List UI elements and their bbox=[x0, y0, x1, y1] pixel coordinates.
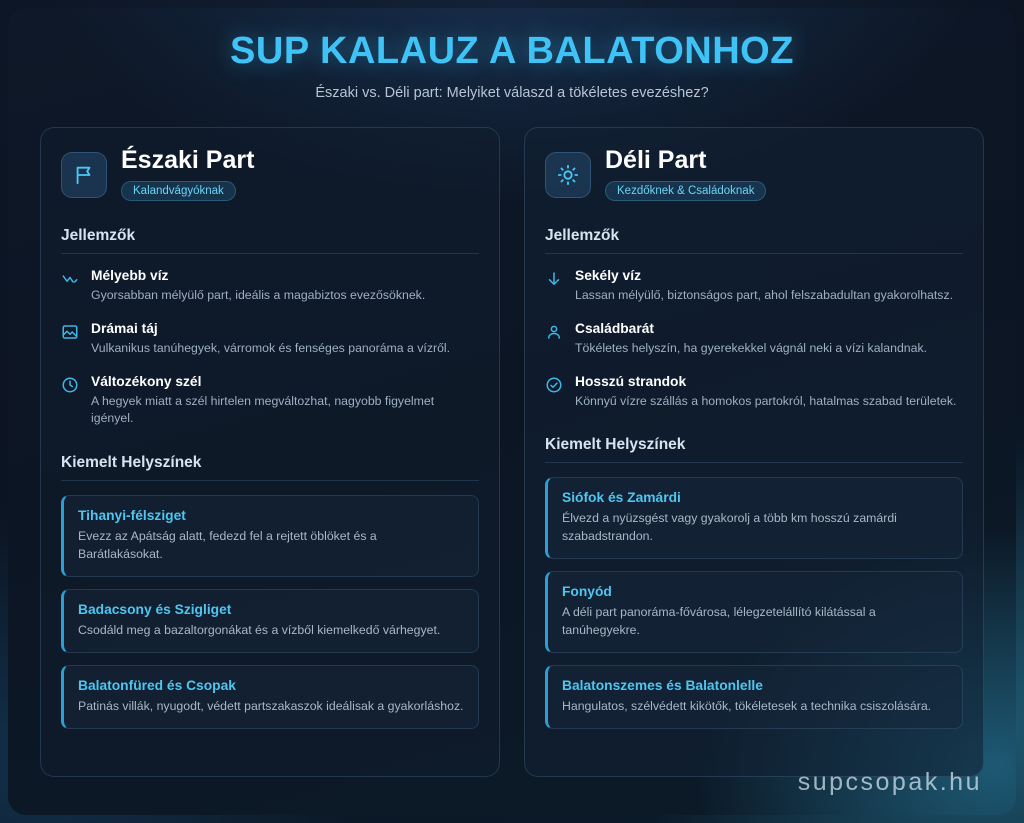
feature-item bbox=[61, 374, 479, 429]
header bbox=[8, 8, 1016, 101]
flag-icon bbox=[61, 152, 107, 198]
place-desc: Patinás villák, nyugodt, védett partszakaszok ideálisak a gyakorláshoz. bbox=[78, 698, 464, 713]
place-card bbox=[545, 665, 963, 729]
place-desc: A déli part panoráma-fővárosa, lélegzetelállító kilátással a tanúhegyekre. bbox=[562, 605, 876, 637]
feature-item bbox=[545, 374, 963, 411]
feature-item bbox=[61, 321, 479, 358]
infographic-panel bbox=[8, 8, 1016, 815]
image-mountain-icon bbox=[61, 323, 79, 341]
south-place-list bbox=[545, 477, 963, 728]
card-south-badge: Kezdőknek & Családoknak bbox=[605, 181, 766, 201]
arrow-down-icon bbox=[545, 270, 563, 288]
place-desc: Élvezd a nyüzsgést vagy gyakorolj a több km hosszú zamárdi szabadstrandon. bbox=[562, 511, 897, 544]
place-card bbox=[61, 589, 479, 653]
north-place-list bbox=[61, 495, 479, 728]
place-card bbox=[61, 665, 479, 729]
place-desc: Evezz az Apátság alatt, fedezd fel a rejtett öblöket és a Barátlakásokat. bbox=[78, 529, 377, 562]
feature-desc: Tökéletes helyszín, ha gyerekekkel vágnál neki a vízi kalandnak. bbox=[575, 340, 928, 355]
feature-desc: A hegyek miatt a szél hirtelen megváltozhat, nagyobb figyelmet igényel. bbox=[91, 393, 435, 426]
place-card bbox=[545, 477, 963, 559]
place-name: Balatonfüred és Csopak bbox=[78, 677, 236, 693]
north-places-heading: Kiemelt Helyszínek bbox=[61, 454, 479, 481]
feature-desc: Könnyű vízre szállás a homokos partokról, hatalmas szabad területek. bbox=[575, 393, 957, 408]
user-icon bbox=[545, 323, 563, 341]
card-south-title: Déli Part bbox=[605, 146, 707, 174]
feature-item bbox=[545, 268, 963, 305]
place-card bbox=[61, 495, 479, 577]
page-title: SUP KALAUZ A BALATONHOZ bbox=[230, 30, 794, 72]
feature-title: Drámai táj bbox=[91, 320, 158, 336]
wave-down-icon bbox=[61, 270, 79, 288]
place-name: Tihanyi-félsziget bbox=[78, 508, 186, 524]
north-feature-list bbox=[61, 268, 479, 428]
south-places-heading: Kiemelt Helyszínek bbox=[545, 436, 963, 463]
feature-desc: Lassan mélyülő, biztonságos part, ahol felszabadultan gyakorolhatsz. bbox=[575, 288, 954, 302]
card-north-header bbox=[61, 148, 479, 201]
feature-title: Változékony szél bbox=[91, 373, 202, 389]
card-south-header bbox=[545, 148, 963, 201]
place-name: Badacsony és Szigliget bbox=[78, 601, 232, 617]
feature-title: Hosszú strandok bbox=[575, 373, 687, 389]
place-name: Balatonszemes és Balatonlelle bbox=[562, 677, 763, 693]
check-circle-icon bbox=[545, 376, 563, 394]
comparison-columns bbox=[8, 101, 1016, 777]
feature-title: Családbarát bbox=[575, 320, 654, 336]
place-name: Siófok és Zamárdi bbox=[562, 490, 681, 506]
feature-title: Sekély víz bbox=[575, 268, 641, 283]
feature-item bbox=[545, 321, 963, 358]
feature-title: Mélyebb víz bbox=[91, 268, 169, 283]
north-features-heading: Jellemzők bbox=[61, 227, 479, 254]
card-south bbox=[524, 127, 984, 777]
feature-desc: Vulkanikus tanúhegyek, várromok és fenséges panoráma a vízről. bbox=[91, 340, 451, 355]
clock-icon bbox=[61, 376, 79, 394]
feature-item bbox=[61, 268, 479, 305]
page-subtitle: Északi vs. Déli part: Melyiket válaszd a tökéletes evezéshez? bbox=[315, 85, 709, 101]
south-features-heading: Jellemzők bbox=[545, 227, 963, 254]
card-north-badge: Kalandvágyóknak bbox=[121, 181, 236, 201]
card-north-title: Északi Part bbox=[121, 146, 255, 174]
place-desc: Csodáld meg a bazaltorgonákat és a vízből kiemelkedő várhegyet. bbox=[78, 622, 441, 637]
place-card bbox=[545, 571, 963, 653]
card-north bbox=[40, 127, 500, 777]
place-name: Fonyód bbox=[562, 584, 612, 600]
place-desc: Hangulatos, szélvédett kikötők, tökéletesek a technika csiszolására. bbox=[562, 698, 932, 713]
feature-desc: Gyorsabban mélyülő part, ideális a magabiztos evezősöknek. bbox=[91, 288, 426, 302]
south-feature-list bbox=[545, 268, 963, 410]
sun-icon bbox=[545, 152, 591, 198]
watermark: supcsopak.hu bbox=[797, 768, 982, 796]
